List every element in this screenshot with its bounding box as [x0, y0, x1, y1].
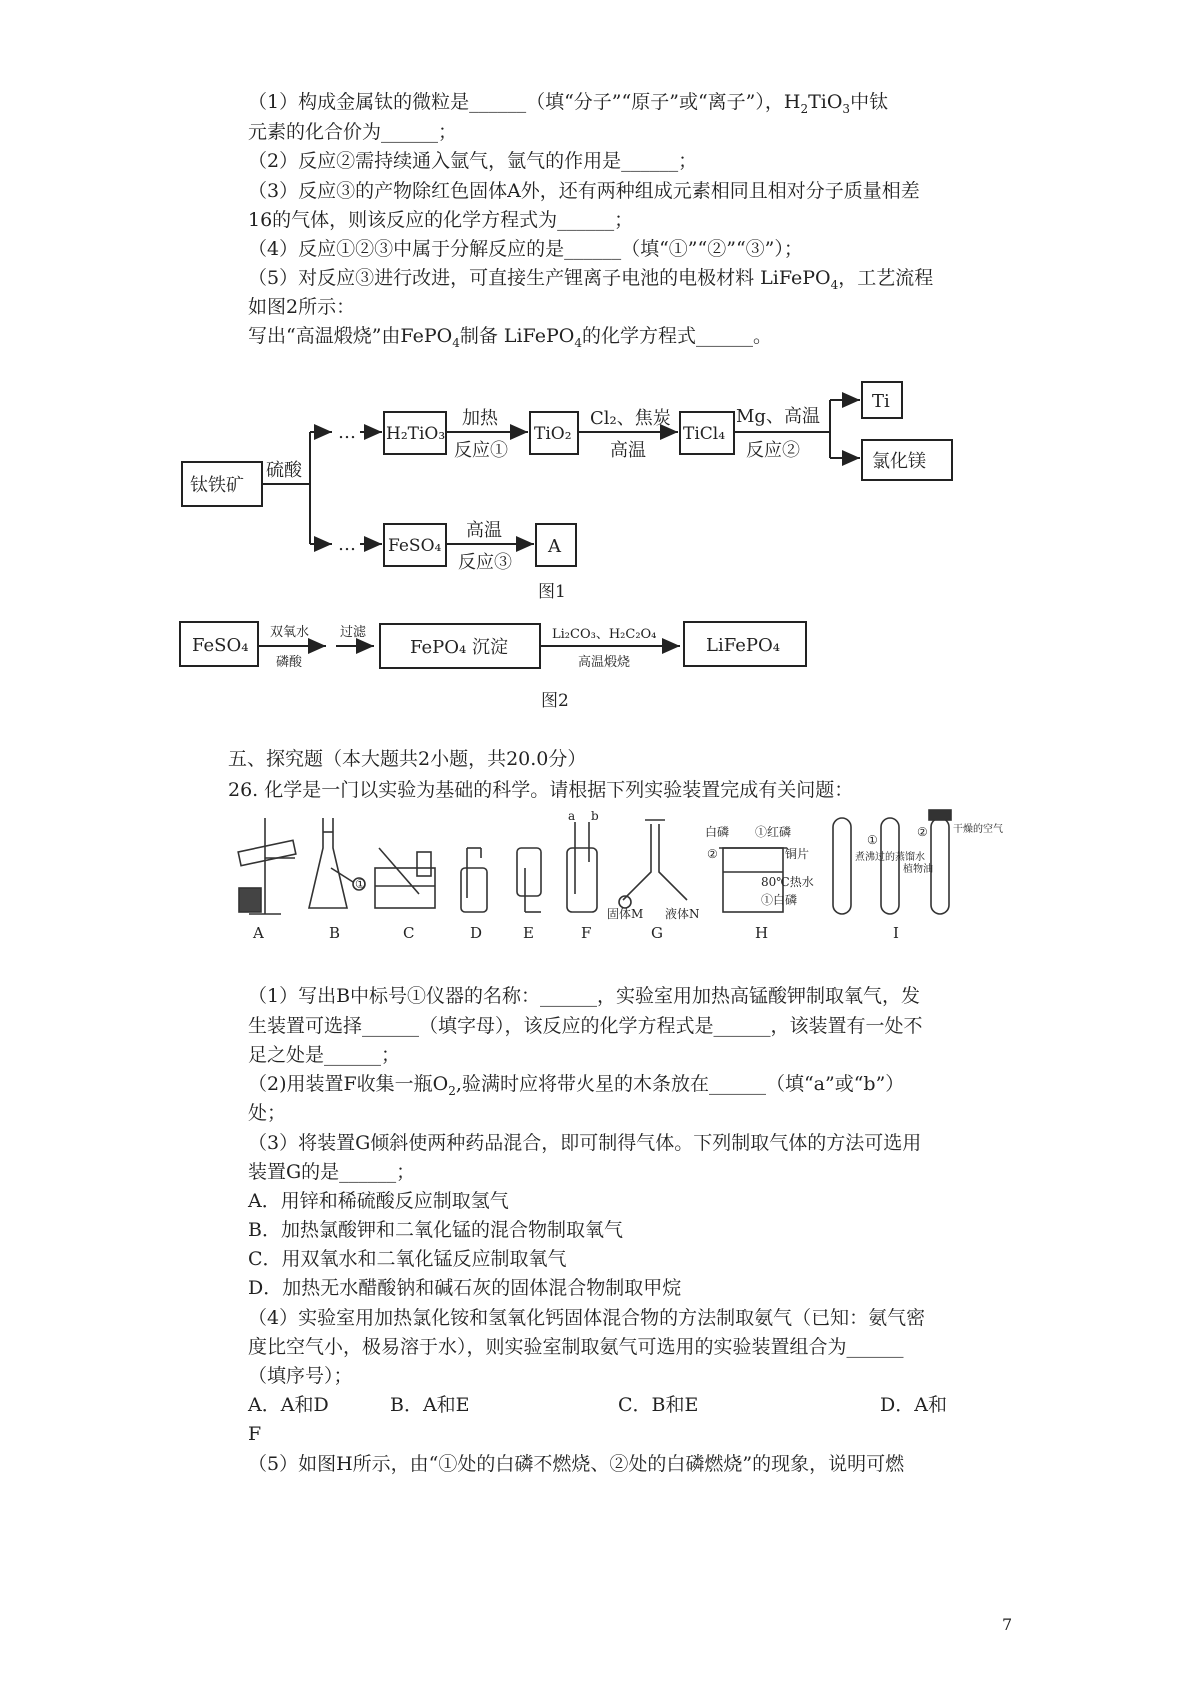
- figure-2-flowchart: [178, 610, 828, 720]
- app-h-cu: 铜片: [785, 847, 810, 861]
- app-i-2: ②: [917, 825, 928, 839]
- q25-part2: （2）反应②需持续通入氩气，氩气的作用是______；: [248, 150, 698, 172]
- apparatus-label-f: F: [581, 924, 592, 942]
- apparatus-label-i: I: [893, 924, 899, 942]
- text: （5）对反应③进行改进，可直接生产锂离子电池的电极材料 LiFePO: [248, 267, 831, 289]
- q26-part4-line3: （填序号）；: [248, 1365, 353, 1387]
- q26-part4-option-a: A．A和D: [248, 1394, 329, 1416]
- app-h-2: ②: [707, 847, 718, 861]
- apparatus-label-e: E: [523, 924, 534, 942]
- subscript: 2: [800, 101, 809, 116]
- q26-part5-line1: （5）如图H所示，由“①处的白磷不燃烧、②处的白磷燃烧”的现象，说明可燃: [248, 1453, 905, 1475]
- dots-top: …: [338, 422, 356, 443]
- q26-part4-line2: 度比空气小，极易溶于水），则实验室制取氨气可选用的实验装置组合为______: [248, 1336, 904, 1358]
- q26-part2-line2: 处；: [248, 1102, 287, 1124]
- reaction3-label: 反应③: [458, 552, 512, 573]
- dots-bottom: …: [338, 534, 356, 555]
- reaction2-label: 反应②: [746, 440, 800, 461]
- app-f-b: b: [591, 809, 599, 823]
- text: 写出“高温煅烧”由FePO: [248, 325, 453, 347]
- app-i-oil: 植物油: [903, 864, 933, 875]
- q26-part4-option-d: D．A和: [880, 1394, 947, 1416]
- fepo4-label: FePO₄ 沉淀: [410, 637, 508, 658]
- subscript: 4: [574, 335, 582, 350]
- q25-part3-line1: （3）反应③的产物除红色固体A外，还有两种组成元素相同且相对分子质量相差: [248, 180, 920, 202]
- text: （1）构成金属钛的微粒是______（填“分子”“原子”或“离子”），H: [248, 91, 801, 113]
- apparatus-label-c: C: [403, 924, 415, 942]
- text: 的化学方程式______。: [581, 325, 772, 347]
- q25-part1-line2: 元素的化合价为______；: [248, 121, 458, 143]
- app-b-mark: ①: [355, 877, 366, 891]
- h2o2-label: 双氧水: [270, 625, 310, 640]
- app-i-1: ①: [867, 833, 878, 847]
- apparatus-label-a: A: [253, 924, 264, 942]
- q26-part3-line2: 装置G的是______；: [248, 1161, 416, 1183]
- q26-part3-option-c: C．用双氧水和二氧化锰反应制取氧气: [248, 1248, 567, 1270]
- q26-part3-option-b: B．加热氯酸钾和二氧化锰的混合物制取氧气: [248, 1219, 623, 1241]
- figure-2-caption: 图2: [541, 691, 569, 711]
- q26-part4-option-c: C．B和E: [618, 1394, 699, 1416]
- figure-1-caption: 图1: [538, 582, 566, 602]
- app-h-water: 80℃热水: [761, 875, 814, 889]
- apparatus-label-g: G: [651, 924, 663, 942]
- q25-part3-line2: 16的气体，则该反应的化学方程式为______；: [248, 209, 634, 231]
- apparatus-label-d: D: [470, 924, 483, 942]
- ticl4-label: TiCl₄: [683, 424, 726, 444]
- heat-label: 加热: [462, 408, 498, 429]
- app-i-air: 干燥的空气: [953, 824, 1003, 835]
- q25-part5-line2: 如图2所示：: [248, 296, 356, 318]
- apparatus-label-b: B: [329, 924, 341, 942]
- reagents-label: Li₂CO₃、H₂C₂O₄: [552, 627, 657, 642]
- apparatus-label-h: H: [755, 924, 769, 942]
- filter-label: 过滤: [340, 625, 367, 640]
- feso4-label: FeSO₄: [388, 536, 442, 556]
- page-number: 7: [1002, 1615, 1013, 1634]
- ti-label: Ti: [872, 391, 890, 412]
- subscript: 3: [842, 101, 851, 116]
- q26-intro: 26. 化学是一门以实验为基础的科学。请根据下列实验装置完成有关问题：: [228, 779, 854, 801]
- text: ,验满时应将带火星的木条放在______（填“a”或“b”）: [455, 1073, 905, 1095]
- ore-label: 钛铁矿: [190, 475, 244, 496]
- q26-part4-option-d-cont: F: [248, 1423, 262, 1445]
- q26-part4-line1: （4）实验室用加热氯化铵和氢氧化钙固体混合物的方法制取氨气（已知：氨气密: [248, 1307, 926, 1329]
- q26-part1-line1: （1）写出B中标号①仪器的名称：______，实验室用加热高锰酸钾制取氧气，发: [248, 985, 921, 1007]
- h2tio3-label: H₂TiO₃: [386, 424, 446, 444]
- app-i-water: 煮沸过的蒸馏水: [855, 852, 925, 863]
- h3po4-label: 磷酸: [276, 655, 303, 670]
- apparatus-figure: [225, 808, 1003, 948]
- high-temp-label-2: 高温: [466, 520, 502, 541]
- app-g-solid: 固体M: [607, 907, 644, 921]
- q26-part1-line3: 足之处是______；: [248, 1044, 401, 1066]
- q25-part5-line3: [248, 320, 1018, 359]
- app-h-red: ①红磷: [755, 825, 792, 839]
- feso4-label-2: FeSO₄: [192, 635, 249, 656]
- app-f-a: a: [568, 809, 576, 823]
- acid-label: 硫酸: [266, 460, 302, 481]
- q26-part3-option-d: D．加热无水醋酸钠和碱石灰的固体混合物制取甲烷: [248, 1277, 682, 1299]
- q26-part4-option-b: B．A和E: [390, 1394, 470, 1416]
- text: 中钛: [850, 91, 889, 113]
- tio2-label: TiO₂: [534, 424, 572, 444]
- figure-1-flowchart: [180, 370, 1020, 610]
- q26-part3-option-a: A．用锌和稀硫酸反应制取氢气: [248, 1190, 509, 1212]
- text: TiO: [808, 91, 843, 113]
- reaction1-label: 反应①: [454, 440, 508, 461]
- mgcl2-label: 氯化镁: [872, 451, 926, 472]
- subscript: 4: [830, 277, 839, 292]
- app-g-liquid: 液体N: [665, 907, 700, 921]
- subscript: 2: [448, 1083, 456, 1098]
- text: ，工艺流程: [838, 267, 934, 289]
- q26-part1-line2: 生装置可选择______（填字母），该反应的化学方程式是______，该装置有一处不: [248, 1015, 923, 1037]
- q26-part3-line1: （3）将装置G倾斜使两种药品混合，即可制得气体。下列制取气体的方法可选用: [248, 1132, 922, 1154]
- a-label: A: [548, 536, 561, 557]
- lifepo4-label: LiFePO₄: [706, 635, 780, 656]
- mg-label: Mg、高温: [736, 406, 820, 427]
- subscript: 4: [452, 335, 460, 350]
- high-temp-label-1: 高温: [610, 440, 646, 461]
- q26-part4-options: [248, 1389, 1018, 1421]
- cl2-label: Cl₂、焦炭: [590, 408, 671, 429]
- calcine-label: 高温煅烧: [578, 655, 631, 670]
- text: （2)用装置F收集一瓶O: [248, 1073, 449, 1095]
- q25-part4: （4）反应①②③中属于分解反应的是______（填“①”“②”“③”）；: [248, 238, 803, 260]
- text: 制备 LiFePO: [459, 325, 575, 347]
- app-h-white2: ①白磷: [761, 893, 798, 907]
- app-h-white: 白磷: [705, 825, 730, 839]
- section-5-heading: 五、探究题（本大题共2小题，共20.0分）: [228, 748, 587, 770]
